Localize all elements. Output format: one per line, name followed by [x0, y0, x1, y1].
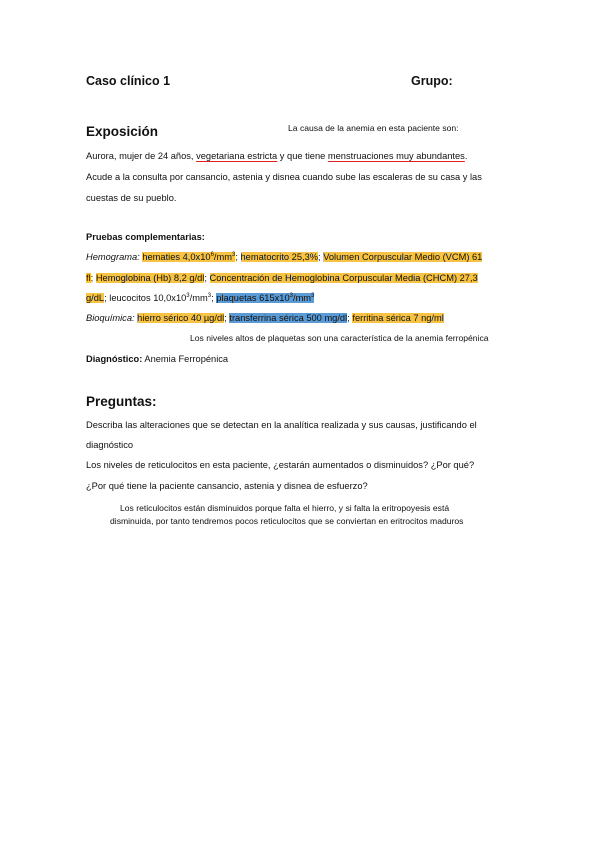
superscript: 3 [289, 292, 293, 299]
hemogram-line-3 [86, 293, 314, 303]
superscript: 6 [210, 251, 214, 258]
hierro-value: hierro sérico 40 µg/dl [137, 313, 225, 323]
vcm-unit: fl [86, 273, 91, 283]
diagnosis-label: Diagnóstico: [86, 354, 143, 364]
leucocitos-value: ; leucocitos 10,0x10 [104, 293, 187, 303]
separator: ; [318, 252, 324, 262]
separator: ; [224, 313, 230, 323]
separator: ; [90, 273, 96, 283]
diagnosis-value: Anemia Ferropénica [142, 354, 229, 364]
hemogram-line-2 [86, 273, 478, 283]
question-1-line-1: Describa las alteraciones que se detectan en la analítica realizada y sus causas, justificando el [86, 420, 477, 430]
superscript: 3 [311, 292, 315, 299]
text-segment: y que tiene [277, 151, 328, 161]
exposition-line-2: Acude a la consulta por cansancio, astenia y disnea cuando sube las escaleras de su casa y las [86, 172, 482, 182]
chcm-value: Concentración de Hemoglobina Corpuscular Media (CHCM) 27,3 [209, 273, 478, 283]
group-label: Grupo: [411, 74, 453, 88]
platelet-note: Los niveles altos de plaquetas son una característica de la anemia ferropénica [190, 333, 489, 343]
vegetarian-underlined: vegetariana estricta [196, 151, 278, 161]
exposition-heading: Exposición [86, 124, 159, 139]
question-3: ¿Por qué tiene la paciente cansancio, astenia y disnea de esfuerzo? [86, 481, 368, 491]
text-segment: /mm [213, 252, 232, 262]
text-segment: hematies 4,0x10 [142, 252, 211, 262]
separator: ; [204, 273, 210, 283]
hematies-value [142, 252, 235, 262]
answer-line-2: disminuida, por tanto tendremos pocos reticulocitos que se conviertan en eritrocitos maduros [110, 516, 464, 526]
separator: ; [235, 252, 241, 262]
exposition-line-3: cuestas de su pueblo. [86, 193, 177, 203]
biochemistry-line [86, 313, 444, 323]
text-segment: Aurora, mujer de 24 años, [86, 151, 197, 161]
superscript: 3 [186, 292, 190, 299]
text-segment: /mm [189, 293, 208, 303]
text-segment: plaquetas 615x10 [216, 293, 290, 303]
hematocrito-value: hematocrito 25,3% [240, 252, 319, 262]
menstruation-underlined: menstruaciones muy abundantes [327, 151, 465, 161]
exposition-line-1 [86, 151, 467, 161]
ferritina-value: ferritina sérica 7 ng/ml [352, 313, 444, 323]
hemogram-label: Hemograma: [86, 252, 140, 262]
superscript: 3 [231, 251, 236, 258]
question-2: Los niveles de reticulocitos en esta paciente, ¿estarán aumentados o disminuidos? ¿Por qué? [86, 460, 475, 470]
question-1-line-2: diagnóstico [86, 440, 134, 450]
answer-line-1: Los reticulocitos están disminuidos porque falta el hierro, y si falta la eritropoyesis está [120, 503, 450, 513]
chcm-unit: g/dL [86, 293, 105, 303]
separator: ; [211, 293, 217, 303]
biochemistry-label: Bioquímica: [86, 313, 135, 323]
separator: ; [347, 313, 353, 323]
case-title: Caso clínico 1 [86, 74, 171, 88]
vcm-value: Volumen Corpuscular Medio (VCM) 61 [323, 252, 483, 262]
text-segment: . [464, 151, 468, 161]
plaquetas-value [216, 293, 314, 303]
hemoglobin-value: Hemoglobina (Hb) 8,2 g/dl [95, 273, 205, 283]
transferrina-value: transferrina sérica 500 mg/dl [229, 313, 348, 323]
text-segment: /mm [292, 293, 312, 303]
anemia-cause-note: La causa de la anemia en esta paciente son: [288, 123, 459, 133]
hemogram-line-1 [86, 252, 482, 262]
superscript: 3 [207, 292, 212, 299]
diagnosis-line [86, 354, 228, 364]
tests-heading: Pruebas complementarias: [86, 232, 205, 242]
questions-heading: Preguntas: [86, 394, 157, 409]
